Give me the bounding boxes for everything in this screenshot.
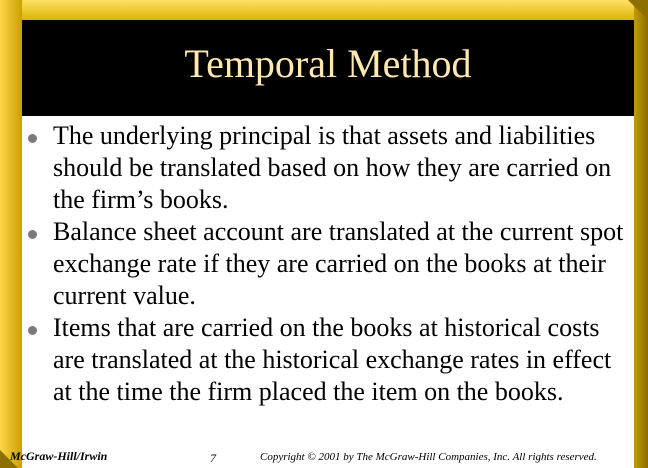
bullet-list <box>22 120 634 408</box>
bullet-dot-icon <box>28 326 37 335</box>
bullet-dot-icon <box>28 230 37 239</box>
bullet-item <box>22 120 628 216</box>
slide-title: Temporal Method <box>184 41 472 86</box>
bullet-dot-icon <box>28 134 37 143</box>
frame-top-edge <box>0 0 648 20</box>
slide-canvas <box>10 20 634 468</box>
bullet-item <box>22 312 628 408</box>
frame-corner-top-right <box>628 0 648 20</box>
bullet-text: Items that are carried on the books at historical costs are translated at the historical exchange rates in effect at the time the firm placed the item on the books. <box>53 313 612 406</box>
frame-left-edge <box>0 0 22 468</box>
publisher-label: McGraw-Hill/Irwin <box>10 449 108 463</box>
title-bar <box>22 20 634 116</box>
frame-right-edge <box>634 0 648 468</box>
bullet-text: Balance sheet account are translated at the current spot exchange rate if they are carried on the books at their current value. <box>53 217 624 310</box>
bullet-text: The underlying principal is that assets and liabilities should be translated based on how they are carried on the firm’s books. <box>53 121 612 214</box>
slide-footer <box>10 449 634 468</box>
copyright-notice: Copyright © 2001 by The McGraw-Hill Companies, Inc. All rights reserved. <box>260 451 597 463</box>
page-number: 7 <box>210 451 216 465</box>
bullet-item <box>22 216 628 312</box>
